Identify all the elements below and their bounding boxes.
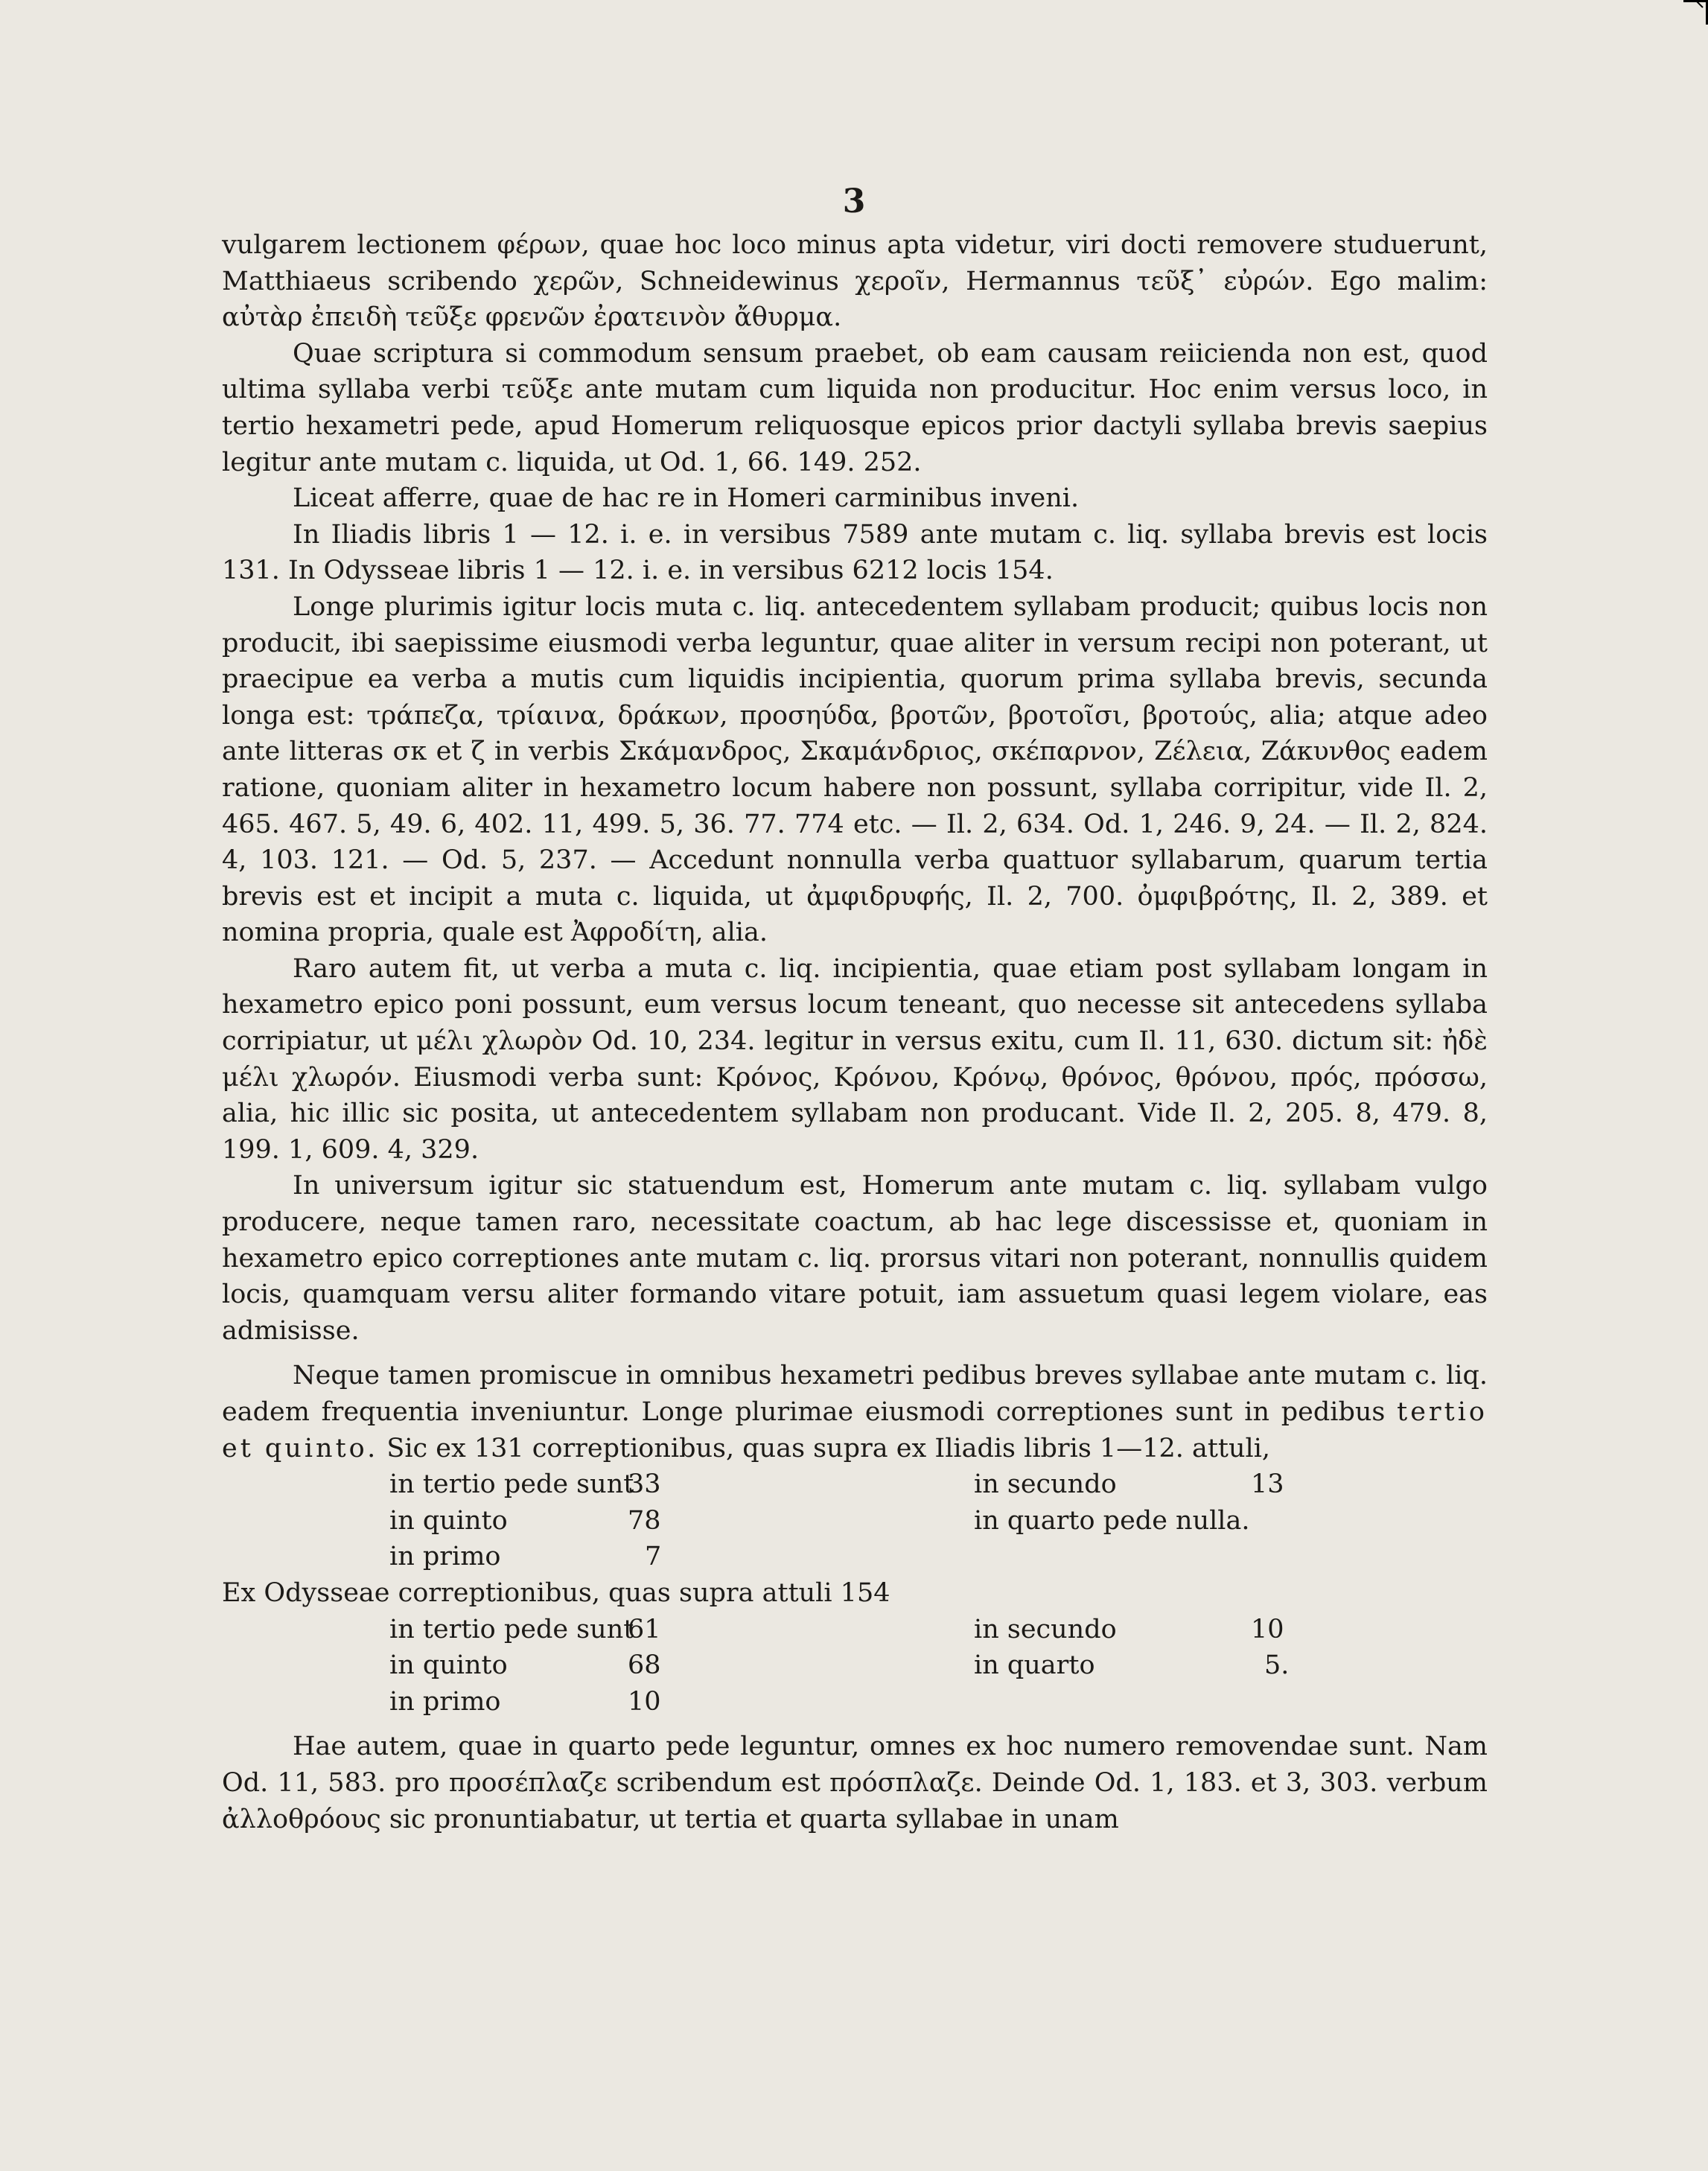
paragraph-8-tail: Sic ex 131 correptionibus, quas supra ex Iliadis libris 1—12. attuli,: [386, 1433, 1271, 1463]
stat-right-value: 13: [1251, 1469, 1284, 1500]
paragraph-8-lead: Neque tamen promiscue in omnibus hexametri pedibus breves syllabae ante mutam c. liq. eadem frequentia inveniuntur. Longe plurimae eiusmodi correptiones sunt in pedibus: [222, 1361, 1488, 1427]
paragraph-3: Liceat afferre, quae de hac re in Homeri carminibus inveni.: [293, 483, 1080, 514]
paragraph-9: Hae autem, quae in quarto pede leguntur, omnes ex hoc numero removendae sunt. Nam Od. 11, 583. pro προσέπλαζε scribendum est πρόσπλαζε. Deinde Od. 1, 183. et 3, 303. verbum ἀλλοθρόους sic pronuntiabatur, ut tertia et quarta syllabae in unam: [222, 1732, 1488, 1834]
paragraph-8-emphasis: tertio et quinto.: [222, 1397, 1488, 1463]
stat-left-value: 10: [628, 1686, 661, 1717]
table-row: [222, 1612, 1488, 1648]
stat-right-label: in quarto: [974, 1650, 1095, 1681]
paragraph-5: Longe plurimis igitur locis muta c. liq. antecedentem syllabam producit; quibus locis non producit, ibi saepissime eiusmodi verba leguntur, quae aliter in versum recipi non poterant, ut praecipue ea verba a mutis cum liquidis incipientia, quorum prima syllaba brevis, secunda longa est: τράπεζα, τρίαινα, δράκων, προσηύδα, βροτῶν, βροτοῖσι, βροτούς, alia; atque adeo ante litteras σκ et ζ in verbis Σκάμανδρος, Σκαμάνδριος, σκέπαρνον, Ζέλεια, Ζάκυνθος eadem ratione, quoniam aliter in hexametro locum habere non possunt, syllaba corripitur, vide Il. 2, 465. 467. 5, 49. 6, 402. 11, 499. 5, 36. 77. 774 etc. — Il. 2, 634. Od. 1, 246. 9, 24. — Il. 2, 824. 4, 103. 121. — Od. 5, 237. — Accedunt nonnulla verba quattuor syllabarum, quarum tertia brevis est et incipit a muta c. liquida, ut ἀμφιδρυφής, Il. 2, 700. ὀμφιβρότης, Il. 2, 389. et nomina propria, quale est Ἀφροδίτη, alia.: [222, 591, 1488, 948]
stat-right-value: 10: [1251, 1614, 1284, 1644]
iliad-stats-table: [222, 1466, 1488, 1575]
stat-left-label: in tertio pede sunt: [389, 1469, 634, 1500]
table-row: [222, 1647, 1488, 1684]
stat-left-value: 33: [628, 1469, 661, 1500]
paragraph-4: In Iliadis libris 1 — 12. i. e. in versibus 7589 ante mutam c. liq. syllaba brevis est locis 131. In Odysseae libris 1 — 12. i. e. in versibus 6212 locis 154.: [222, 519, 1488, 586]
stat-left-value: 68: [628, 1650, 661, 1681]
paragraph-1: vulgarem lectionem φέρων, quae hoc loco minus apta videtur, viri docti removere studuerunt, Matthiaeus scribendo χερῶν, Schneidewinus χεροῖν, Hermannus τεῦξ᾽ εὐρών. Ego malim: αὐτὰρ ἐπειδὴ τεῦξε φρενῶν ἐρατεινὸν ἄθυρμα.: [222, 230, 1488, 333]
stat-left-value: 61: [628, 1614, 661, 1644]
table-row: [222, 1684, 1488, 1720]
table-row: [222, 1466, 1488, 1503]
stat-right-label: in quarto pede nulla.: [974, 1505, 1250, 1536]
paragraph-2: Quae scriptura si commodum sensum praebet, ob eam causam reiicienda non est, quod ultima syllaba verbi τεῦξε ante mutam cum liquida non producitur. Hoc enim versus loco, in tertio hexametri pede, apud Homerum reliquosque epicos prior dactyli syllaba brevis saepius legitur ante mutam c. liquida, ut Od. 1, 66. 149. 252.: [222, 338, 1488, 477]
stat-left-label: in primo: [389, 1542, 501, 1572]
stat-left-label: in tertio pede sunt: [389, 1614, 634, 1644]
corner-fold-mark: [1683, 0, 1708, 25]
paragraph-7: In universum igitur sic statuendum est, Homerum ante mutam c. liq. syllabam vulgo producere, neque tamen raro, necessitate coactum, ab hac lege discessisse et, quoniam in hexametro epico correptiones ante mutam c. liq. prorsus vitari non poterant, nonnullis quidem locis, quamquam versu aliter formando vitare potuit, iam assuetum quasi legem violare, eas admisisse.: [222, 1171, 1488, 1346]
paragraph-6: Raro autem fit, ut verba a muta c. liq. incipientia, quae etiam post syllabam longam in hexametro epico poni possunt, eum versus locum teneant, quo necesse sit antecedens syllaba corripiatur, ut μέλι χλωρὸν Od. 10, 234. legitur in versus exitu, cum Il. 11, 630. dictum sit: ἠδὲ μέλι χλωρόν. Eiusmodi verba sunt: Κρόνος, Κρόνου, Κρόνῳ, θρόνος, θρόνου, πρός, πρόσσω, alia, hic illic sic posita, ut antecedentem syllabam non producant. Vide Il. 2, 205. 8, 479. 8, 199. 1, 609. 4, 329.: [222, 953, 1488, 1165]
stat-left-value: 7: [645, 1542, 662, 1572]
stat-left-label: in primo: [389, 1686, 501, 1717]
odyssey-intro: Ex Odysseae correptionibus, quas supra attuli 154: [222, 1577, 890, 1608]
stat-left-label: in quinto: [389, 1650, 508, 1681]
stat-right-value: 5.: [1264, 1650, 1290, 1681]
stat-left-label: in quinto: [389, 1505, 508, 1536]
table-row: [222, 1503, 1488, 1539]
stat-right-label: in secundo: [974, 1614, 1117, 1644]
body-text: [222, 227, 1488, 1837]
page-number: 3: [842, 182, 866, 220]
table-row: [222, 1539, 1488, 1575]
paragraph-8: [222, 1358, 1488, 1466]
stat-left-value: 78: [628, 1505, 661, 1536]
odyssey-stats-table: [222, 1612, 1488, 1720]
stat-right-label: in secundo: [974, 1469, 1117, 1500]
